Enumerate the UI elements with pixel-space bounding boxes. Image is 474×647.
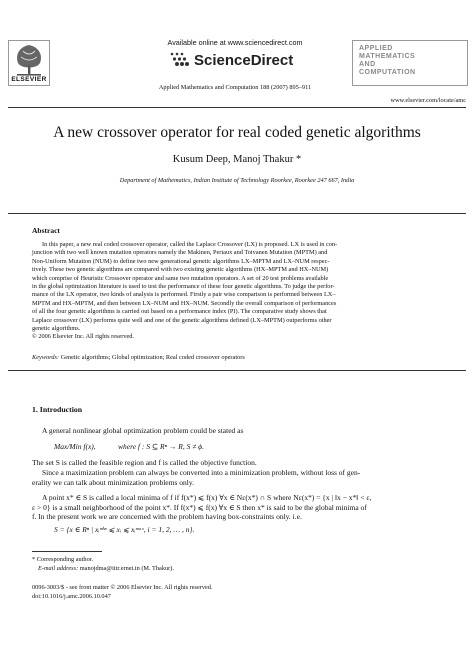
email-label: E-mail address:: [38, 565, 79, 572]
intro-line: A point x* ∈ S is called a local minima of f if f(x*) ⩽ f(x) ∀x ∈ Nε(x*) ∩ S where Nε(x*) = {x | ‖x − x*‖ < ε,: [42, 493, 372, 502]
journal-citation: Applied Mathematics and Computation 188 (2007) 895–911: [158, 84, 312, 91]
abstract-line: In this paper, a new real coded crossover operator, called the Laplace Crossover (LX) is proposed. LX is used in con-: [42, 241, 338, 248]
abstract-line: junction with two well known mutation operators namely the Makinen, Periaux and Toivanen Mutation (MPTM) and: [32, 249, 328, 257]
journal-cover-logo: [352, 40, 468, 86]
author-list: Kusum Deep, Manoj Thakur *: [172, 154, 302, 165]
header-rule: [8, 107, 466, 108]
author-affiliation: Department of Mathematics, Indian Institute of Technology Roorkee, Roorkee 247 667, India: [119, 177, 355, 184]
article-title: A new crossover operator for real coded genetic algorithms: [53, 124, 421, 141]
abstract-line: MPTM and HX–MPTM, and then between LX–NUM and HX–NUM. Secondly the overall comparison of performances: [32, 299, 337, 307]
elsevier-wordmark: ELSEVIER: [11, 76, 47, 83]
footer-issn: 0096-3003/$ - see front matter © 2006 Elsevier Inc. All rights reserved.: [32, 584, 213, 591]
abstract-rule: [8, 370, 466, 371]
keywords-label: Keywords:: [32, 354, 60, 361]
intro-line: erality we can talk about minimization problems only.: [32, 477, 194, 487]
abstract-copyright: © 2006 Elsevier Inc. All rights reserved.: [32, 333, 135, 341]
intro-para-3: [32, 468, 444, 487]
sciencedirect-wordmark: ScienceDirect: [194, 52, 294, 69]
title-rule: [8, 213, 466, 214]
elsevier-logo: [8, 40, 50, 86]
online-availability-text: Available online at www.sciencedirect.com: [167, 38, 303, 47]
abstract-heading: Abstract: [32, 226, 60, 235]
intro-para-4: [32, 493, 444, 522]
footnote-rule: [32, 551, 102, 552]
journal-logo-line: APPLIED: [359, 45, 393, 52]
footnote-corresponding: * Corresponding author.: [32, 556, 94, 563]
intro-line: f. In the present work we are concerned with the problem having box-constraints only. i.e.: [32, 512, 302, 522]
abstract-line: Laplace crossover (LX) performs quite well and one of the genetic algorithms defined (LX–MPTM) outperforms other: [32, 316, 332, 324]
sciencedirect-logo: [168, 50, 328, 72]
abstract-line: genetic algorithms.: [32, 325, 81, 333]
abstract-line: tively. These two genetic algorithms are compared with two existing genetic algorithms (HX–MPTM and HX–NUM): [32, 266, 329, 274]
equation-2: S = {x ∈ Rⁿ | xᵢᵐⁱⁿ ⩽ xᵢ ⩽ xᵢᵐᵃˣ, i = 1, 2, … , n}.: [54, 525, 195, 534]
equation-1-left: Max/Min f(x),: [54, 442, 96, 451]
journal-logo-line: AND: [359, 61, 376, 68]
abstract-line: mance of the LX operator, two kinds of analysis is performed. Firstly a pair wise comparison is performed between LX–: [32, 291, 336, 299]
intro-line: Since a maximization problem can always be converted into a minimization problem, without loss of gen-: [42, 468, 361, 477]
elsevier-tree-icon: [9, 41, 49, 77]
section-heading: 1. Introduction: [32, 405, 83, 414]
keywords: [32, 354, 444, 362]
journal-url[interactable]: www.elsevier.com/locate/amc: [390, 97, 466, 104]
abstract-line: in the global optimization literature is used to test the performance of these four genetic algorithms. To judge the perfor-: [32, 283, 335, 291]
intro-para-1: A general nonlinear global optimization problem could be stated as: [42, 426, 244, 435]
journal-logo-line: COMPUTATION: [359, 69, 416, 76]
footer-doi[interactable]: doi:10.1016/j.amc.2006.10.047: [32, 593, 111, 600]
sciencedirect-dots-icon: [168, 50, 196, 70]
abstract-line: of all the four genetic algorithms is carried out based on a performance index (PI). The comparative study shows that: [32, 308, 327, 316]
abstract-body: [32, 241, 444, 342]
abstract-line: Non-Uniform Mutation (NUM) to define two new generational genetic algorithms LX–MPTM and LX–NUM respec-: [32, 257, 330, 265]
keywords-list: Genetic algorithms; Global optimization; Real coded crossover operators: [60, 354, 245, 361]
intro-line: ε > 0} is a small neighborhood of the point x*. If f(x*) ⩽ f(x) ∀x ∈ S then x* is said to be the global minima of: [32, 502, 367, 512]
equation-1-right: where f : S ⊆ Rⁿ → R, S ≠ ϕ.: [118, 442, 204, 451]
intro-para-2: The set S is called the feasible region and f is called the objective function.: [32, 458, 257, 467]
abstract-line: which comprise of Heuristic Crossover operator and same two mutation operators. A set of 20 test problems available: [32, 274, 329, 282]
email-address[interactable]: manojdma@iitr.ernet.in (M. Thakur).: [79, 565, 174, 572]
journal-logo-line: MATHEMATICS: [359, 53, 416, 60]
footnote-email: [38, 565, 174, 573]
